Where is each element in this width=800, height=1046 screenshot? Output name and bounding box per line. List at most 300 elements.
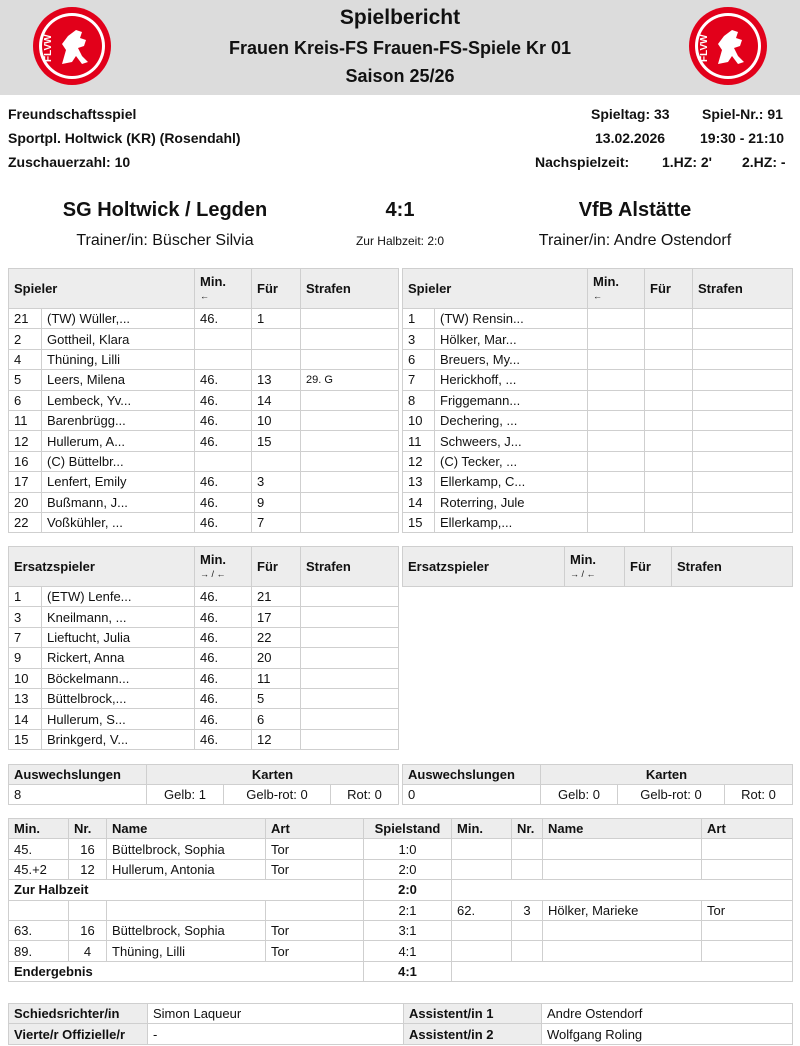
player-name: Kneilmann, ... [42, 607, 195, 627]
player-number: 13 [403, 472, 435, 492]
player-replaced: 22 [252, 627, 301, 647]
goal-aname [543, 941, 702, 961]
col-goal-nr: Nr. [69, 819, 107, 839]
player-number: 4 [9, 349, 42, 369]
player-penalty [301, 472, 399, 492]
extra-time-label: Nachspielzeit: [535, 154, 630, 170]
player-number: 2 [9, 329, 42, 349]
home-subs-count: 8 [9, 785, 147, 805]
player-minute: 46. [195, 729, 252, 749]
player-minute [588, 329, 645, 349]
goals-table [8, 818, 793, 982]
svg-text:FLVW: FLVW [43, 34, 54, 62]
player-number: 11 [403, 431, 435, 451]
player-penalty [693, 472, 793, 492]
fourth-official-name: - [148, 1024, 404, 1044]
player-replaced: 1 [252, 309, 301, 329]
goal-aart: Tor [702, 900, 793, 920]
player-row [9, 370, 399, 390]
assistant1-label: Assistent/in 1 [404, 1004, 542, 1024]
player-name: Voßkühler, ... [42, 512, 195, 532]
player-number: 10 [403, 410, 435, 430]
player-number: 6 [9, 390, 42, 410]
player-penalty [301, 390, 399, 410]
player-number: 13 [9, 688, 42, 708]
player-penalty [301, 709, 399, 729]
season: Saison 25/26 [345, 66, 455, 86]
player-number: 3 [9, 607, 42, 627]
player-replaced: 13 [252, 370, 301, 390]
goal-an: 3 [512, 900, 543, 920]
col-strafen: Strafen [672, 547, 793, 587]
player-penalty [301, 451, 399, 471]
player-number: 9 [9, 648, 42, 668]
player-replaced [645, 492, 693, 512]
player-number: 8 [403, 390, 435, 410]
player-row [9, 431, 399, 451]
player-row [403, 431, 793, 451]
player-name: Hölker, Mar... [435, 329, 588, 349]
goal-row [9, 920, 793, 940]
player-minute [588, 431, 645, 451]
player-replaced: 21 [252, 587, 301, 607]
goal-am [452, 839, 512, 859]
player-replaced [645, 472, 693, 492]
player-replaced: 12 [252, 729, 301, 749]
player-minute [588, 349, 645, 369]
player-minute: 46. [195, 492, 252, 512]
player-replaced [252, 451, 301, 471]
col-ersatz: Ersatzspieler [403, 547, 565, 587]
goal-hart: Tor [266, 920, 364, 940]
player-row [403, 390, 793, 410]
goal-hart [266, 900, 364, 920]
goal-empty [452, 961, 793, 981]
player-minute: 46. [195, 607, 252, 627]
goal-aname [543, 839, 702, 859]
referee-name: Simon Laqueur [148, 1004, 404, 1024]
player-number: 12 [9, 431, 42, 451]
assistant2-label: Assistent/in 2 [404, 1024, 542, 1044]
player-name: Barenbrügg... [42, 410, 195, 430]
player-minute: 46. [195, 512, 252, 532]
col-strafen: Strafen [693, 269, 793, 309]
player-row [403, 512, 793, 532]
player-penalty [693, 410, 793, 430]
match-number: Spiel-Nr.: 91 [702, 106, 783, 122]
goal-an [512, 839, 543, 859]
col-spieler: Spieler [403, 269, 588, 309]
goal-half: Endergebnis [9, 961, 364, 981]
goal-stand: 2:0 [364, 880, 452, 900]
player-number: 7 [9, 627, 42, 647]
spectators: Zuschauerzahl: 10 [8, 154, 131, 170]
extra-time-second: 2.HZ: - [742, 154, 786, 170]
goal-empty [452, 880, 793, 900]
svg-text:FLVW: FLVW [699, 34, 710, 62]
player-penalty [301, 309, 399, 329]
player-penalty [301, 648, 399, 668]
player-row [403, 349, 793, 369]
player-name: Ellerkamp, C... [435, 472, 588, 492]
player-penalty [693, 512, 793, 532]
player-minute [195, 349, 252, 369]
player-minute: 46. [195, 370, 252, 390]
player-row [403, 370, 793, 390]
player-name: Büttelbrock,... [42, 688, 195, 708]
goal-aart [702, 920, 793, 940]
col-goal-min: Min. [452, 819, 512, 839]
player-row [9, 627, 399, 647]
player-name: (TW) Wüller,... [42, 309, 195, 329]
player-name: Bußmann, J... [42, 492, 195, 512]
player-row [9, 410, 399, 430]
report-title: Spielbericht [339, 6, 461, 29]
player-penalty [301, 512, 399, 532]
player-minute [588, 451, 645, 471]
player-replaced [645, 512, 693, 532]
player-name: Rickert, Anna [42, 648, 195, 668]
away-yellow: Gelb: 0 [541, 785, 618, 805]
goal-hn: 16 [69, 920, 107, 940]
player-row [9, 512, 399, 532]
col-goal-name: Name [107, 819, 266, 839]
col-fuer: Für [625, 547, 672, 587]
player-replaced [252, 329, 301, 349]
goal-hm: 63. [9, 920, 69, 940]
flvw-logo-right [688, 6, 768, 86]
player-name: (C) Tecker, ... [435, 451, 588, 471]
goal-hart: Tor [266, 941, 364, 961]
player-name: Roterring, Jule [435, 492, 588, 512]
goal-hname: Thüning, Lilli [107, 941, 266, 961]
player-replaced [645, 370, 693, 390]
subs-header [403, 547, 793, 587]
col-min: Min. ← [195, 269, 252, 309]
player-row [9, 451, 399, 471]
cards-label: Karten [147, 765, 399, 785]
player-row [9, 587, 399, 607]
lineup-header [403, 269, 793, 309]
player-row [403, 451, 793, 471]
player-replaced [645, 349, 693, 369]
player-name: Lembeck, Yv... [42, 390, 195, 410]
col-fuer: Für [252, 547, 301, 587]
col-goal-min: Min. [9, 819, 69, 839]
player-row [9, 729, 399, 749]
home-red: Rot: 0 [331, 785, 399, 805]
col-goal-name: Name [543, 819, 702, 839]
player-minute: 46. [195, 390, 252, 410]
home-yellow: Gelb: 1 [147, 785, 224, 805]
goal-aname [543, 859, 702, 879]
col-goal-art: Art [702, 819, 793, 839]
player-replaced [252, 349, 301, 369]
player-number: 15 [403, 512, 435, 532]
goal-hname: Büttelbrock, Sophia [107, 839, 266, 859]
report-header [0, 0, 800, 95]
player-penalty [693, 309, 793, 329]
away-red: Rot: 0 [725, 785, 793, 805]
col-strafen: Strafen [301, 547, 399, 587]
col-min: Min. → / ← [565, 547, 625, 587]
player-minute: 46. [195, 309, 252, 329]
league-name: Frauen Kreis-FS Frauen-FS-Spiele Kr 01 [228, 38, 572, 58]
col-min: Min. → / ← [195, 547, 252, 587]
player-minute: 46. [195, 668, 252, 688]
col-goal-stand: Spielstand [364, 819, 452, 839]
goal-row [9, 839, 793, 859]
player-row [9, 472, 399, 492]
col-fuer: Für [645, 269, 693, 309]
player-number: 16 [9, 451, 42, 471]
player-penalty [693, 329, 793, 349]
goals-header [9, 819, 793, 839]
goal-aart [702, 941, 793, 961]
home-summary-table [8, 764, 399, 805]
goal-am: 62. [452, 900, 512, 920]
player-number: 5 [9, 370, 42, 390]
player-row [9, 648, 399, 668]
cards-label: Karten [541, 765, 793, 785]
goal-am [452, 920, 512, 940]
player-replaced: 7 [252, 512, 301, 532]
assistant1-name: Andre Ostendorf [542, 1004, 793, 1024]
goal-row [9, 961, 793, 981]
player-penalty [693, 349, 793, 369]
goal-hm: 45. [9, 839, 69, 859]
player-penalty: 29. G [301, 370, 399, 390]
goal-hart: Tor [266, 859, 364, 879]
player-row [403, 329, 793, 349]
match-type: Freundschaftsspiel [8, 106, 137, 122]
player-replaced: 3 [252, 472, 301, 492]
player-replaced: 11 [252, 668, 301, 688]
player-minute [588, 309, 645, 329]
player-number: 1 [403, 309, 435, 329]
player-penalty [693, 451, 793, 471]
player-replaced [645, 390, 693, 410]
col-ersatz: Ersatzspieler [9, 547, 195, 587]
player-minute [588, 370, 645, 390]
goal-hn [69, 900, 107, 920]
player-penalty [301, 410, 399, 430]
goal-am [452, 941, 512, 961]
player-name: Dechering, ... [435, 410, 588, 430]
player-minute: 46. [195, 472, 252, 492]
player-name: Hullerum, S... [42, 709, 195, 729]
player-minute [195, 451, 252, 471]
col-spieler: Spieler [9, 269, 195, 309]
player-name: Thüning, Lilli [42, 349, 195, 369]
home-subs-table [8, 546, 399, 750]
player-penalty [301, 329, 399, 349]
player-replaced [645, 451, 693, 471]
player-penalty [301, 431, 399, 451]
player-row [9, 309, 399, 329]
player-minute: 46. [195, 431, 252, 451]
player-name: Lenfert, Emily [42, 472, 195, 492]
player-number: 20 [9, 492, 42, 512]
col-strafen: Strafen [301, 269, 399, 309]
halftime-score: Zur Halbzeit: 2:0 [355, 234, 445, 248]
goal-hname: Büttelbrock, Sophia [107, 920, 266, 940]
subs-count-label: Auswechslungen [403, 765, 541, 785]
extra-time-first: 1.HZ: 2' [662, 154, 713, 170]
player-row [9, 688, 399, 708]
goal-an [512, 941, 543, 961]
player-name: Gottheil, Klara [42, 329, 195, 349]
player-minute [588, 492, 645, 512]
goal-hn: 16 [69, 839, 107, 859]
goal-stand: 4:1 [364, 961, 452, 981]
away-trainer: Trainer/in: Andre Ostendorf [538, 232, 732, 249]
goal-stand: 3:1 [364, 920, 452, 940]
home-lineup-table [8, 268, 399, 533]
goal-half: Zur Halbzeit [9, 880, 364, 900]
player-penalty [301, 688, 399, 708]
player-replaced [645, 410, 693, 430]
officials-table [8, 1003, 793, 1045]
player-name: Leers, Milena [42, 370, 195, 390]
player-row [9, 329, 399, 349]
player-minute [588, 390, 645, 410]
player-row [403, 492, 793, 512]
player-row [403, 309, 793, 329]
player-name: Friggemann... [435, 390, 588, 410]
player-minute [195, 329, 252, 349]
goal-aart [702, 839, 793, 859]
player-replaced: 17 [252, 607, 301, 627]
player-number: 14 [9, 709, 42, 729]
player-replaced: 14 [252, 390, 301, 410]
away-subs-count: 0 [403, 785, 541, 805]
goal-row [9, 900, 793, 920]
player-minute: 46. [195, 688, 252, 708]
player-minute: 46. [195, 587, 252, 607]
player-replaced [645, 329, 693, 349]
goal-hm: 89. [9, 941, 69, 961]
referee-label: Schiedsrichter/in [9, 1004, 148, 1024]
player-row [403, 410, 793, 430]
player-name: (ETW) Lenfe... [42, 587, 195, 607]
player-replaced: 20 [252, 648, 301, 668]
match-date: 13.02.2026 [595, 130, 666, 146]
player-number: 7 [403, 370, 435, 390]
player-row [9, 390, 399, 410]
player-penalty [301, 349, 399, 369]
player-row [403, 472, 793, 492]
player-penalty [301, 492, 399, 512]
player-name: Ellerkamp,... [435, 512, 588, 532]
col-goal-nr: Nr. [512, 819, 543, 839]
player-penalty [693, 492, 793, 512]
player-penalty [301, 668, 399, 688]
lineup-header [9, 269, 399, 309]
player-number: 11 [9, 410, 42, 430]
player-name: Brinkgerd, V... [42, 729, 195, 749]
player-minute: 46. [195, 709, 252, 729]
player-number: 1 [9, 587, 42, 607]
player-penalty [301, 627, 399, 647]
player-name: Herickhoff, ... [435, 370, 588, 390]
goal-row [9, 859, 793, 879]
player-name: (TW) Rensin... [435, 309, 588, 329]
col-min: Min. ← [588, 269, 645, 309]
goal-hm [9, 900, 69, 920]
assistant2-name: Wolfgang Roling [542, 1024, 793, 1044]
player-number: 22 [9, 512, 42, 532]
away-summary-table [402, 764, 793, 805]
goal-stand: 4:1 [364, 941, 452, 961]
goal-am [452, 859, 512, 879]
player-minute: 46. [195, 410, 252, 430]
matchday: Spieltag: 33 [591, 106, 670, 122]
home-trainer: Trainer/in: Büscher Silvia [76, 232, 254, 249]
player-replaced [645, 309, 693, 329]
home-yellow-red: Gelb-rot: 0 [224, 785, 331, 805]
player-minute [588, 472, 645, 492]
goal-hn: 12 [69, 859, 107, 879]
subs-header [9, 547, 399, 587]
player-name: Hullerum, A... [42, 431, 195, 451]
goal-aname [543, 920, 702, 940]
goal-stand: 2:1 [364, 900, 452, 920]
player-penalty [693, 370, 793, 390]
player-replaced: 5 [252, 688, 301, 708]
player-number: 6 [403, 349, 435, 369]
away-team-name: VfB Alstätte [578, 199, 692, 221]
goal-an [512, 859, 543, 879]
player-replaced [645, 431, 693, 451]
player-penalty [301, 607, 399, 627]
player-penalty [693, 431, 793, 451]
player-minute: 46. [195, 627, 252, 647]
subs-count-label: Auswechslungen [9, 765, 147, 785]
goal-an [512, 920, 543, 940]
away-yellow-red: Gelb-rot: 0 [618, 785, 725, 805]
player-number: 17 [9, 472, 42, 492]
player-number: 3 [403, 329, 435, 349]
player-name: (C) Büttelbr... [42, 451, 195, 471]
player-number: 10 [9, 668, 42, 688]
player-number: 15 [9, 729, 42, 749]
final-score: 4:1 [385, 199, 415, 221]
player-row [9, 492, 399, 512]
away-lineup-table [402, 268, 793, 533]
player-number: 21 [9, 309, 42, 329]
player-minute [588, 410, 645, 430]
goal-stand: 2:0 [364, 859, 452, 879]
col-goal-art: Art [266, 819, 364, 839]
venue: Sportpl. Holtwick (KR) (Rosendahl) [8, 130, 241, 146]
home-team-name: SG Holtwick / Legden [62, 199, 268, 221]
player-row [9, 607, 399, 627]
player-name: Lieftucht, Julia [42, 627, 195, 647]
player-replaced: 9 [252, 492, 301, 512]
fourth-official-label: Vierte/r Offizielle/r [9, 1024, 148, 1044]
player-penalty [301, 587, 399, 607]
player-row [9, 349, 399, 369]
player-minute [588, 512, 645, 532]
player-name: Breuers, My... [435, 349, 588, 369]
goal-hn: 4 [69, 941, 107, 961]
goal-hname [107, 900, 266, 920]
player-name: Schweers, J... [435, 431, 588, 451]
player-replaced: 6 [252, 709, 301, 729]
player-number: 12 [403, 451, 435, 471]
goal-hname: Hullerum, Antonia [107, 859, 266, 879]
